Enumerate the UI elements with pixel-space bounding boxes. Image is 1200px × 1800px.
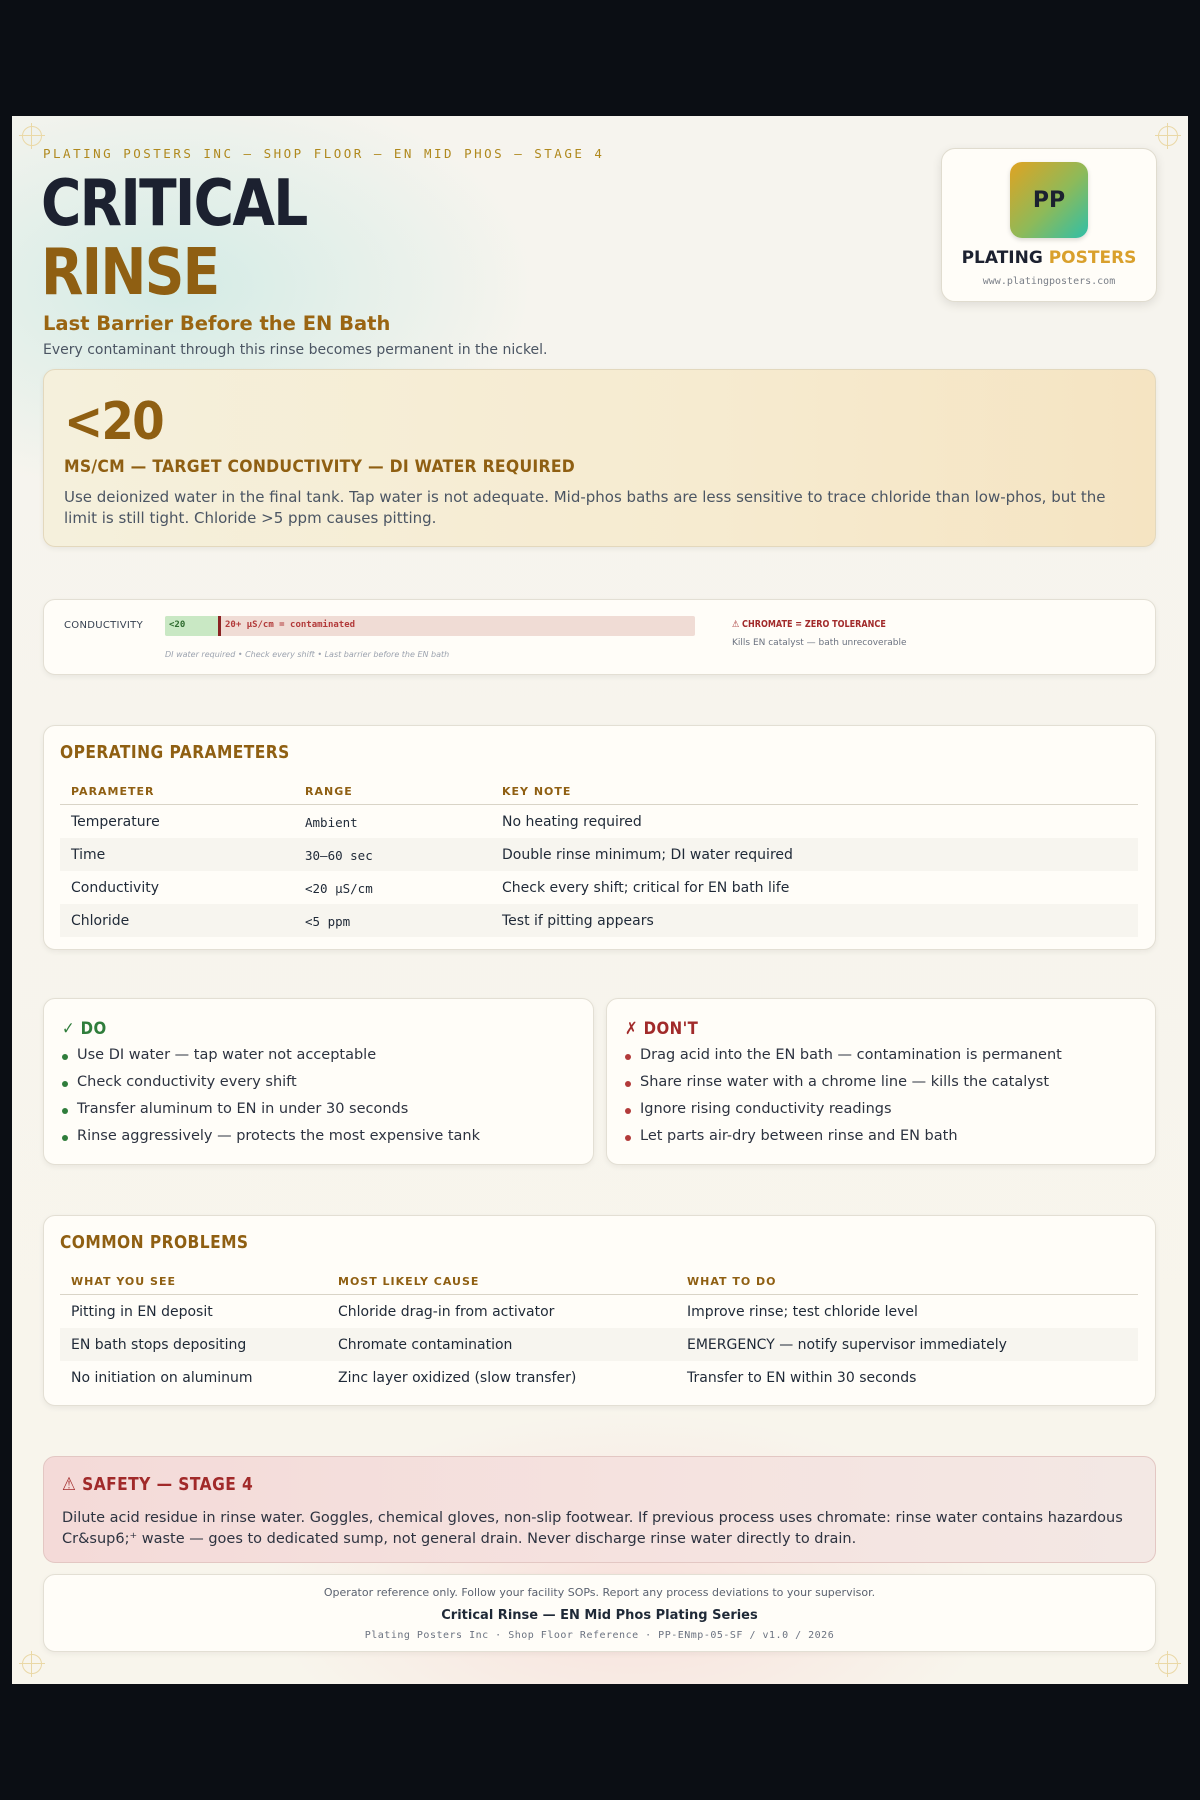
- target-description: Use deionized water in the final tank. Tap water is not adequate. Mid-phos baths are less sensitive to trace chloride than low-phos, but the limit is still tight. Chloride >5 ppm causes pitting.: [64, 488, 1106, 527]
- table-row: [60, 838, 1138, 871]
- gauge-note: DI water required • Check every shift • Last barrier before the EN bath: [165, 650, 450, 659]
- table-header: [60, 1266, 1138, 1295]
- crosshair-mark: [1155, 123, 1181, 149]
- list-item: Share rinse water with a chrome line — kills the catalyst: [625, 1074, 1062, 1101]
- list-item: Check conductivity every shift: [62, 1074, 480, 1101]
- crosshair-mark: [19, 1651, 45, 1677]
- table-row: [60, 1361, 1138, 1394]
- table-row: [60, 1295, 1138, 1328]
- table-row: [60, 904, 1138, 937]
- table-cell: Time: [71, 847, 106, 863]
- target-label: MS/CM — TARGET CONDUCTIVITY — DI WATER REQUIRED: [64, 457, 576, 477]
- target-callout: [43, 369, 1156, 547]
- kicker: PLATING POSTERS INC — SHOP FLOOR — EN MID PHOS — STAGE 4: [43, 146, 605, 161]
- gauge-safe-label: <20: [169, 620, 186, 630]
- table-cell: Test if pitting appears: [502, 913, 654, 929]
- list-item: Transfer aluminum to EN in under 30 seconds: [62, 1101, 480, 1128]
- table-row: [60, 1328, 1138, 1361]
- logo-name-part2: POSTERS: [1048, 248, 1137, 268]
- table-cell: Transfer to EN within 30 seconds: [687, 1370, 917, 1386]
- gauge-safe-zone: [165, 616, 218, 636]
- logo-card: [941, 148, 1157, 302]
- gauge-contaminated-label: 20+ µS/cm = contaminated: [225, 620, 356, 630]
- do-list: [62, 1047, 480, 1155]
- page-subtitle: Last Barrier Before the EN Bath: [43, 312, 391, 335]
- logo-url: www.platingposters.com: [982, 276, 1116, 287]
- table-cell: Chloride drag-in from activator: [338, 1304, 555, 1320]
- column-header: KEY NOTE: [502, 785, 572, 798]
- poster: [12, 116, 1188, 1684]
- operating-parameters-card: [43, 725, 1156, 950]
- table-cell: Double rinse minimum; DI water required: [502, 847, 793, 863]
- conductivity-gauge-card: [43, 599, 1156, 675]
- table-cell: Temperature: [71, 814, 160, 830]
- safety-body: Dilute acid residue in rinse water. Goggles, chemical gloves, non-slip footwear. If previous process uses chromate: rinse water contains hazardous Cr&sup6;⁺ waste — goes to dedicated sump, not general drain. Never discharge rinse water directly to drain.: [62, 1510, 1123, 1547]
- list-item: Use DI water — tap water not acceptable: [62, 1047, 480, 1074]
- table-cell: Check every shift; critical for EN bath life: [502, 880, 790, 896]
- table-row: [60, 805, 1138, 838]
- table-row: [60, 871, 1138, 904]
- conductivity-gauge: [165, 616, 695, 636]
- table-cell: <20 µS/cm: [305, 881, 373, 896]
- list-item: Drag acid into the EN bath — contamination is permanent: [625, 1047, 1062, 1074]
- table-cell: Chloride: [71, 913, 130, 929]
- table-cell: Improve rinse; test chloride level: [687, 1304, 918, 1320]
- footer-meta: Plating Posters Inc · Shop Floor Reference · PP-ENmp-05-SF / v1.0 / 2026: [364, 1630, 835, 1641]
- dont-list: [625, 1047, 1062, 1155]
- common-problems-title: COMMON PROBLEMS: [60, 1232, 249, 1253]
- table-cell: Ambient: [305, 815, 358, 830]
- do-card: [43, 998, 594, 1165]
- table-cell: No heating required: [502, 814, 642, 830]
- logo-mark: PP: [1010, 162, 1088, 238]
- page-title-line1: CRITICAL: [41, 167, 307, 241]
- list-item: Rinse aggressively — protects the most expensive tank: [62, 1128, 480, 1155]
- table-cell: EN bath stops depositing: [71, 1337, 247, 1353]
- logo-name: [942, 248, 1156, 268]
- common-problems-card: [43, 1215, 1156, 1406]
- column-header: WHAT TO DO: [687, 1275, 777, 1288]
- dont-title: ✗ DON'T: [625, 1019, 699, 1039]
- operating-parameters-table: [60, 776, 1138, 937]
- footer-note: Operator reference only. Follow your facility SOPs. Report any process deviations to your supervisor.: [323, 1586, 876, 1599]
- column-header: PARAMETER: [71, 785, 155, 798]
- column-header: MOST LIKELY CAUSE: [338, 1275, 480, 1288]
- table-cell: Pitting in EN deposit: [71, 1304, 213, 1320]
- table-cell: No initiation on aluminum: [71, 1370, 253, 1386]
- table-cell: Chromate contamination: [338, 1337, 513, 1353]
- chromate-alert-subtext: Kills EN catalyst — bath unrecoverable: [732, 638, 907, 648]
- list-item: Ignore rising conductivity readings: [625, 1101, 1062, 1128]
- dont-card: [606, 998, 1156, 1165]
- chromate-alert-title: ⚠ CHROMATE = ZERO TOLERANCE: [732, 619, 886, 630]
- tagline: Every contaminant through this rinse becomes permanent in the nickel.: [43, 342, 548, 358]
- column-header: RANGE: [305, 785, 353, 798]
- table-cell: 30–60 sec: [305, 848, 373, 863]
- gauge-limit-marker: [218, 616, 221, 636]
- crosshair-mark: [1155, 1651, 1181, 1677]
- crosshair-mark: [19, 123, 45, 149]
- page-title-line2: RINSE: [41, 236, 219, 310]
- safety-title: ⚠ SAFETY — STAGE 4: [62, 1474, 254, 1495]
- safety-callout: [43, 1456, 1156, 1563]
- operating-parameters-title: OPERATING PARAMETERS: [60, 742, 290, 763]
- gauge-label: CONDUCTIVITY: [64, 620, 144, 631]
- footer: [43, 1574, 1156, 1652]
- do-title: ✓ DO: [62, 1019, 107, 1039]
- table-header: [60, 776, 1138, 805]
- column-header: WHAT YOU SEE: [71, 1275, 176, 1288]
- logo-name-part1: PLATING: [961, 248, 1043, 268]
- target-value: <20: [64, 392, 163, 452]
- list-item: Let parts air-dry between rinse and EN bath: [625, 1128, 1062, 1155]
- table-cell: Conductivity: [71, 880, 159, 896]
- common-problems-table: [60, 1266, 1138, 1394]
- footer-series: Critical Rinse — EN Mid Phos Plating Series: [441, 1608, 758, 1623]
- table-cell: Zinc layer oxidized (slow transfer): [338, 1370, 577, 1386]
- table-cell: <5 ppm: [305, 914, 351, 929]
- table-cell: EMERGENCY — notify supervisor immediately: [687, 1337, 1007, 1353]
